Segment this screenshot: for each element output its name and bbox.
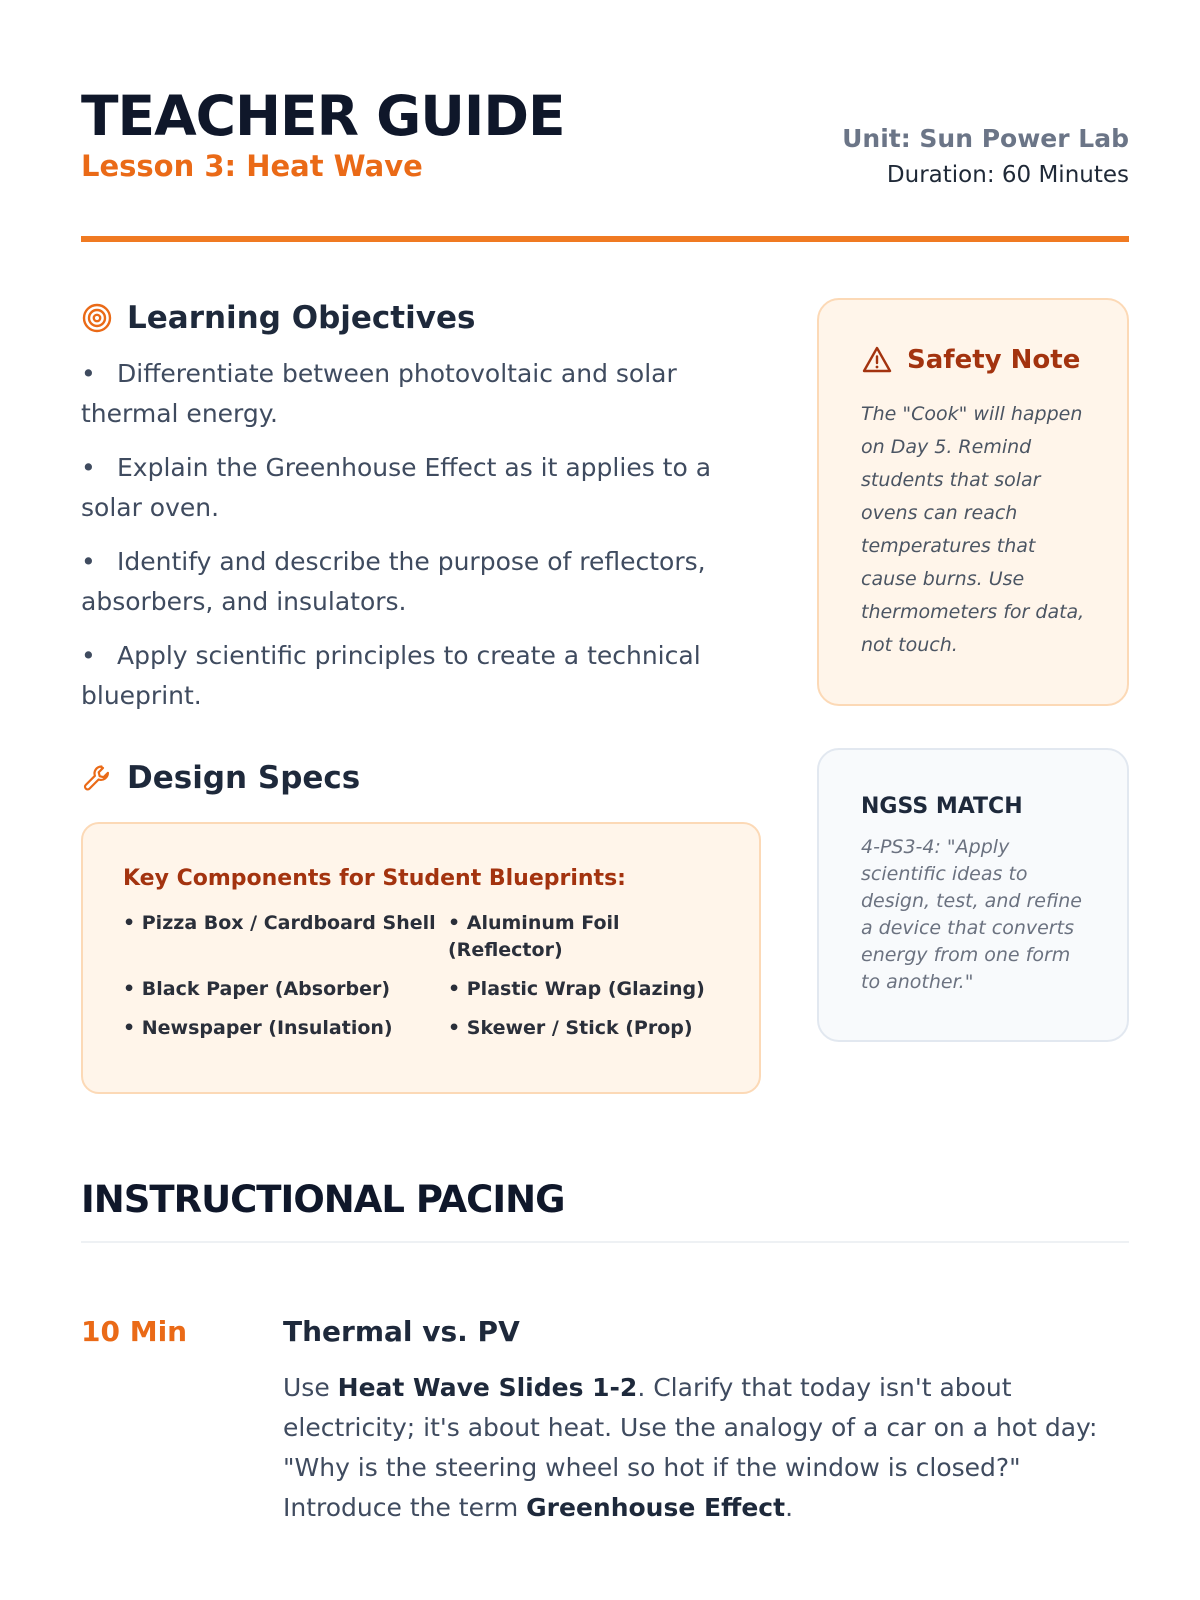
components-title: Key Components for Student Blueprints: [123, 866, 626, 891]
greenhouse-term: Greenhouse Effect [526, 1493, 786, 1522]
list-item: • Skewer / Stick (Prop) [448, 1017, 693, 1039]
objectives-list [81, 354, 761, 716]
pacing-divider [81, 1241, 1129, 1243]
lesson-subtitle: Lesson 3: Heat Wave [81, 149, 423, 183]
warning-icon [861, 344, 893, 376]
design-heading: Design Specs [127, 760, 361, 796]
list-item: • Aluminum Foil (Reflector) [448, 912, 620, 961]
list-item: • Identify and describe the purpose of reflectors, absorbers, and insulators. [81, 547, 706, 616]
pacing-heading: Thermal vs. PV [283, 1315, 520, 1348]
components-grid [123, 910, 719, 1054]
objectives-header [81, 296, 761, 340]
page-title: TEACHER GUIDE [81, 84, 565, 148]
header-divider [81, 236, 1129, 242]
ngss-text: 4-PS3-4: "Apply scientific ideas to design, test, and refine a device that converts energy from one form to another." [861, 836, 1082, 993]
pacing-body [283, 1312, 1129, 1528]
list-item: • Differentiate between photovoltaic and solar thermal energy. [81, 359, 677, 428]
list-item: • Explain the Greenhouse Effect as it applies to a solar oven. [81, 453, 712, 522]
unit-info [842, 122, 1129, 194]
ngss-card [817, 748, 1129, 1042]
list-item: • Pizza Box / Cardboard Shell [123, 912, 436, 934]
list-item: • Newspaper (Insulation) [123, 1017, 393, 1039]
safety-card [817, 298, 1129, 706]
design-header [81, 756, 761, 800]
slides-reference: Heat Wave Slides 1-2 [337, 1373, 638, 1402]
list-item: • Apply scientific principles to create a technical blueprint. [81, 641, 701, 710]
objectives-heading: Learning Objectives [127, 300, 476, 336]
unit-label: Unit: Sun Power Lab [842, 124, 1129, 153]
target-icon [81, 302, 113, 334]
safety-header [861, 342, 1097, 378]
duration-label: Duration: 60 Minutes [886, 162, 1129, 188]
left-column [81, 296, 761, 1094]
wrench-icon [81, 762, 113, 794]
components-card [81, 822, 761, 1094]
ngss-heading: NGSS MATCH [861, 794, 1023, 819]
safety-heading: Safety Note [907, 345, 1081, 375]
safety-text: The "Cook" will happen on Day 5. Remind students that solar ovens can reach temperatures that cause burns. Use thermometers for data, not touch. [861, 403, 1085, 656]
list-item: • Black Paper (Absorber) [123, 978, 391, 1000]
list-item: • Plastic Wrap (Glazing) [448, 978, 705, 1000]
pacing-title: INSTRUCTIONAL PACING [81, 1178, 565, 1221]
header [81, 86, 1129, 206]
pacing-time: 10 Min [81, 1315, 188, 1348]
pacing-text: Use Heat Wave Slides 1-2. Clarify that today isn't about electricity; it's about heat. Use the analogy of a car on a hot day: "Why is the steering wheel so hot if the window is closed?" Introduce the term Greenhouse Effect. [283, 1373, 1098, 1522]
